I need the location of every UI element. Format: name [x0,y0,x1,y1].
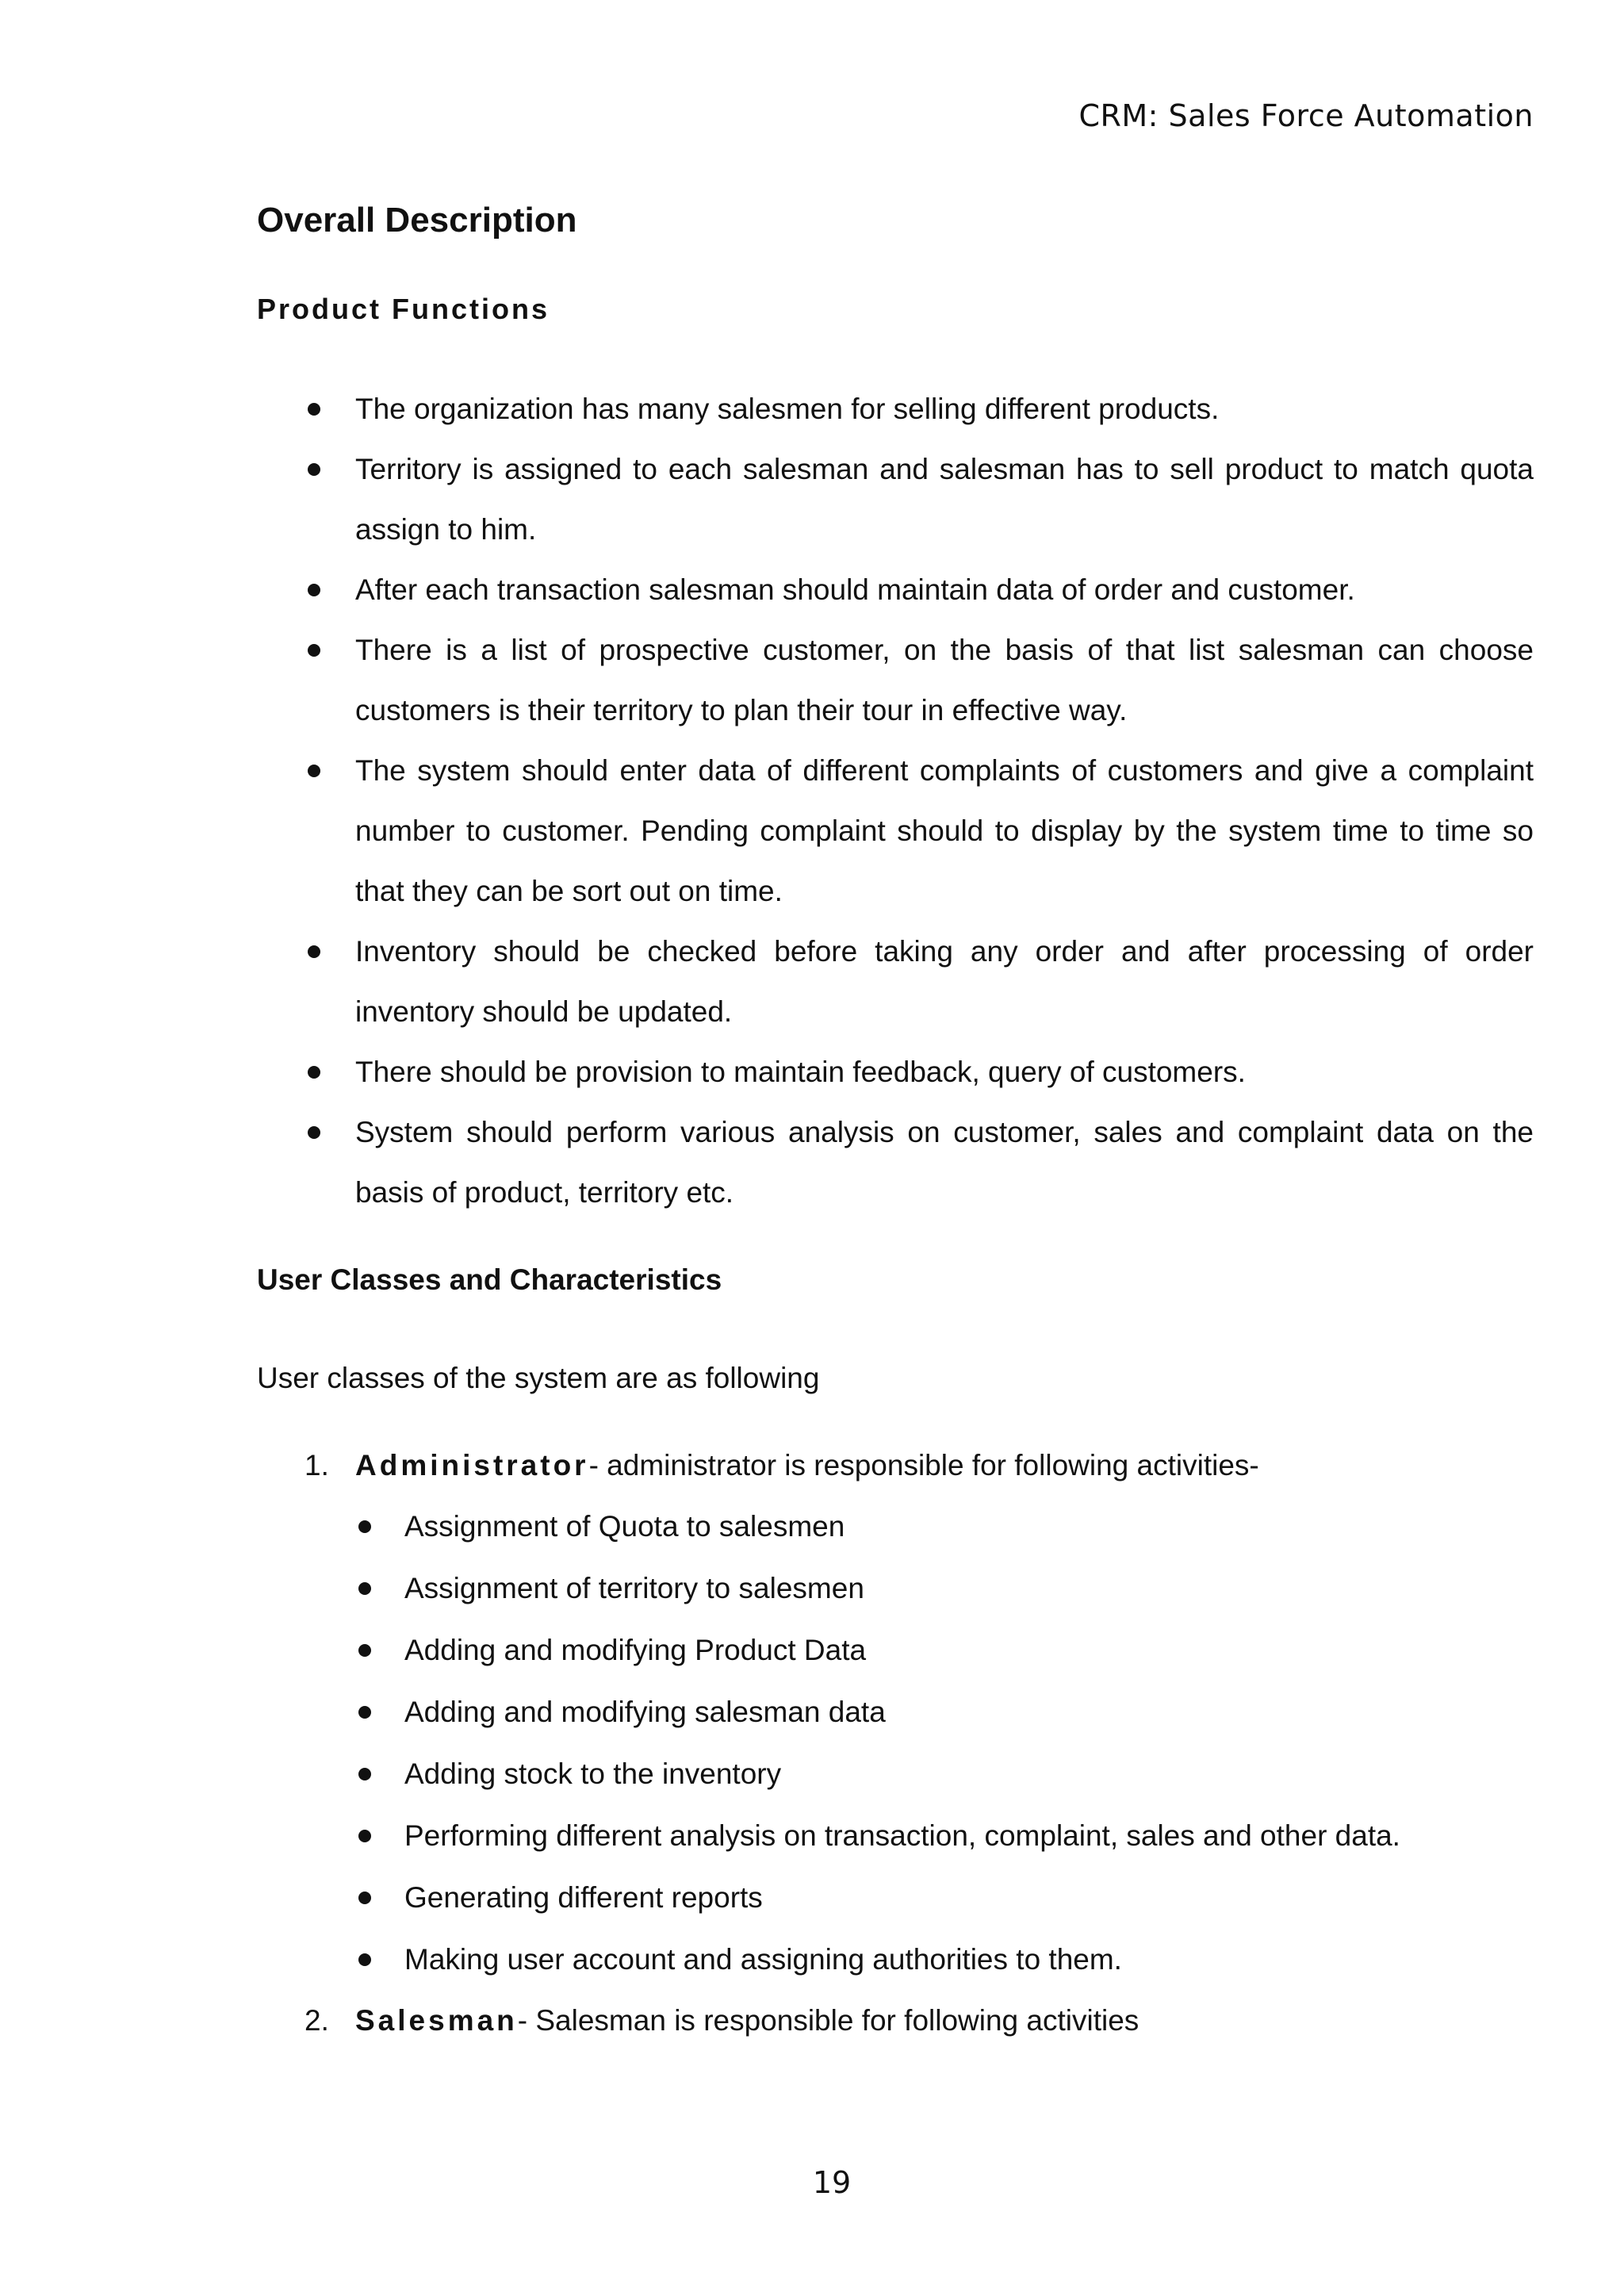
bullet-icon [358,1892,371,1904]
bullet-icon [308,945,320,958]
list-item: After each transaction salesman should maintain data of order and customer. [257,560,1534,620]
list-item: Adding stock to the inventory [355,1743,1534,1805]
product-functions-list [257,379,1534,1223]
user-classes-intro: User classes of the system are as following [257,1362,820,1394]
bullet-icon [308,644,320,657]
list-item: Inventory should be checked before taking any order and after processing of order inventory should be updated. [257,922,1534,1042]
bullet-icon [358,1582,371,1595]
list-item: Assignment of Quota to salesmen [355,1496,1534,1558]
list-item: Adding and modifying salesman data [355,1681,1534,1743]
list-item: Territory is assigned to each salesman and salesman has to sell product to match quota assign to him. [257,439,1534,560]
list-number: 1. [304,1449,329,1481]
user-classes-list [257,1435,1534,2051]
list-item: Adding and modifying Product Data [355,1619,1534,1681]
list-item: System should perform various analysis on customer, sales and complaint data on the basis of product, territory etc. [257,1102,1534,1223]
subsection-title-user-classes: User Classes and Characteristics [257,1263,722,1296]
list-item: There is a list of prospective customer, on the basis of that list salesman can choose customers is their territory to plan their tour in effective way. [257,620,1534,741]
user-class-name: Salesman [355,2004,518,2037]
user-class-description: - administrator is responsible for following activities- [588,1449,1259,1481]
page-content [257,197,1534,2051]
list-item: Performing different analysis on transaction, complaint, sales and other data. [355,1805,1534,1867]
list-item: There should be provision to maintain feedback, query of customers. [257,1042,1534,1102]
bullet-icon [308,1066,320,1079]
list-item: The system should enter data of different complaints of customers and give a complaint number to customer. Pending complaint should to display by the system time to time so that they can be sort out on time. [257,741,1534,922]
bullet-icon [358,1706,371,1719]
list-item: The organization has many salesmen for selling different products. [257,379,1534,439]
bullet-icon [358,1644,371,1657]
bullet-icon [308,1126,320,1139]
running-header: CRM: Sales Force Automation [1078,98,1534,133]
administrator-activities-list [355,1496,1534,1991]
list-number: 2. [304,2004,329,2037]
bullet-icon [308,403,320,416]
bullet-icon [308,463,320,476]
user-class-administrator [257,1435,1534,1991]
page-number: 19 [812,2165,852,2200]
bullet-icon [358,1520,371,1533]
list-item: Making user account and assigning authorities to them. [355,1929,1534,1991]
user-class-salesman [257,1991,1534,2051]
list-item: Generating different reports [355,1867,1534,1929]
subsection-title-product-functions: Product Functions [257,293,550,325]
bullet-icon [358,1953,371,1966]
bullet-icon [308,765,320,777]
section-title-overall-description: Overall Description [257,201,577,240]
bullet-icon [358,1830,371,1842]
bullet-icon [358,1768,371,1780]
list-item: Assignment of territory to salesmen [355,1558,1534,1619]
user-class-description: - Salesman is responsible for following activities [517,2004,1139,2037]
user-class-name: Administrator [355,1449,589,1481]
bullet-icon [308,584,320,596]
